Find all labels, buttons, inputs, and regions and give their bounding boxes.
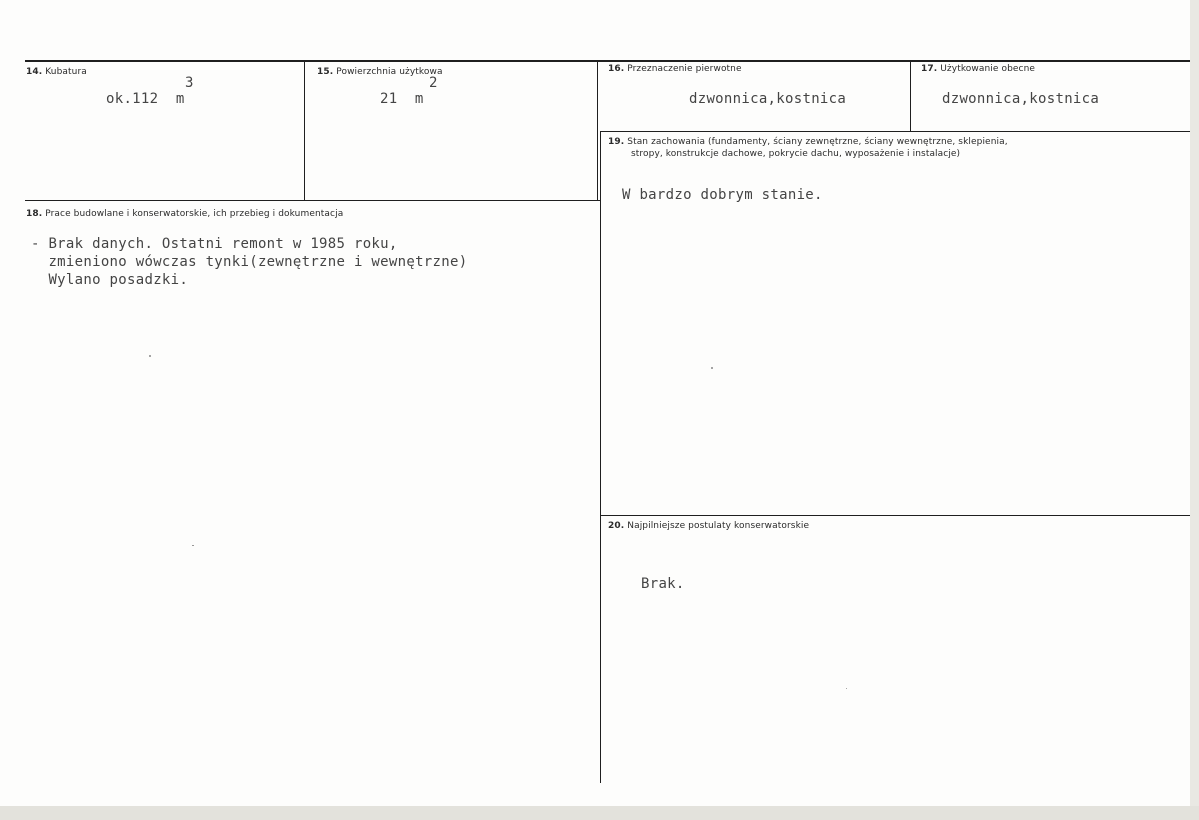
field-15-label (317, 66, 443, 78)
field-19-label (608, 136, 1008, 148)
field-20-label (608, 520, 809, 532)
field-14-number: 14. (26, 67, 43, 77)
field-14-value: ok.112 m (106, 91, 185, 107)
field-17-label (921, 63, 1035, 75)
top-rule (25, 60, 1190, 62)
field-18-title: Prace budowlane i konserwatorskie, ich przebieg i dokumentacja (45, 209, 344, 219)
field-14-label (26, 66, 87, 78)
field-16-number: 16. (608, 64, 625, 74)
card-edge-bottom (0, 806, 1199, 820)
field-18-label (26, 208, 343, 220)
field-19-number: 19. (608, 137, 625, 147)
field-18-number: 18. (26, 209, 43, 219)
field-16-value: dzwonnica,kostnica (689, 91, 847, 107)
field-19-value: W bardzo dobrym stanie. (622, 187, 823, 203)
field-16-title: Przeznaczenie pierwotne (627, 64, 742, 74)
field-15-number: 15. (317, 67, 334, 77)
field-14-exponent: 3 (185, 75, 194, 91)
field-20-title: Najpilniejsze postulaty konserwatorskie (627, 521, 810, 531)
field-16-label (608, 63, 742, 75)
field-17-number: 17. (921, 64, 938, 74)
field-20-value: Brak. (641, 576, 685, 592)
divider-14-15 (304, 61, 305, 201)
field-17-value: dzwonnica,kostnica (942, 91, 1100, 107)
paper-speck (149, 355, 151, 357)
divider-16-17 (910, 61, 911, 131)
field-17-title: Użytkowanie obecne (940, 64, 1036, 74)
field-18-line-2: zmieniono wówczas tynki(zewnętrzne i wewnętrzne) (31, 254, 468, 270)
field-15-title: Powierzchnia użytkowa (336, 67, 443, 77)
paper-speck (846, 688, 847, 689)
field-15-exponent: 2 (429, 75, 438, 91)
field-15-value: 21 m (380, 91, 424, 107)
card-edge-right (1190, 0, 1199, 820)
rule-under-16-17 (600, 131, 1190, 132)
field-18-line-1: - Brak danych. Ostatni remont w 1985 roku, (31, 236, 398, 252)
field-20-number: 20. (608, 521, 625, 531)
field-14-title: Kubatura (45, 67, 87, 77)
field-19-title: Stan zachowania (fundamenty, ściany zewnętrzne, ściany wewnętrzne, sklepienia, (627, 137, 1008, 147)
field-19-label-cont: stropy, konstrukcje dachowe, pokrycie dachu, wyposażenie i instalacje) (631, 149, 961, 159)
rule-above-18 (25, 200, 600, 201)
divider-15-16 (597, 61, 598, 201)
paper-speck (192, 545, 194, 546)
rule-above-20 (600, 515, 1190, 516)
paper-speck (711, 367, 713, 369)
divider-18-19 (600, 131, 601, 783)
field-18-line-3: Wylano posadzki. (31, 272, 189, 288)
